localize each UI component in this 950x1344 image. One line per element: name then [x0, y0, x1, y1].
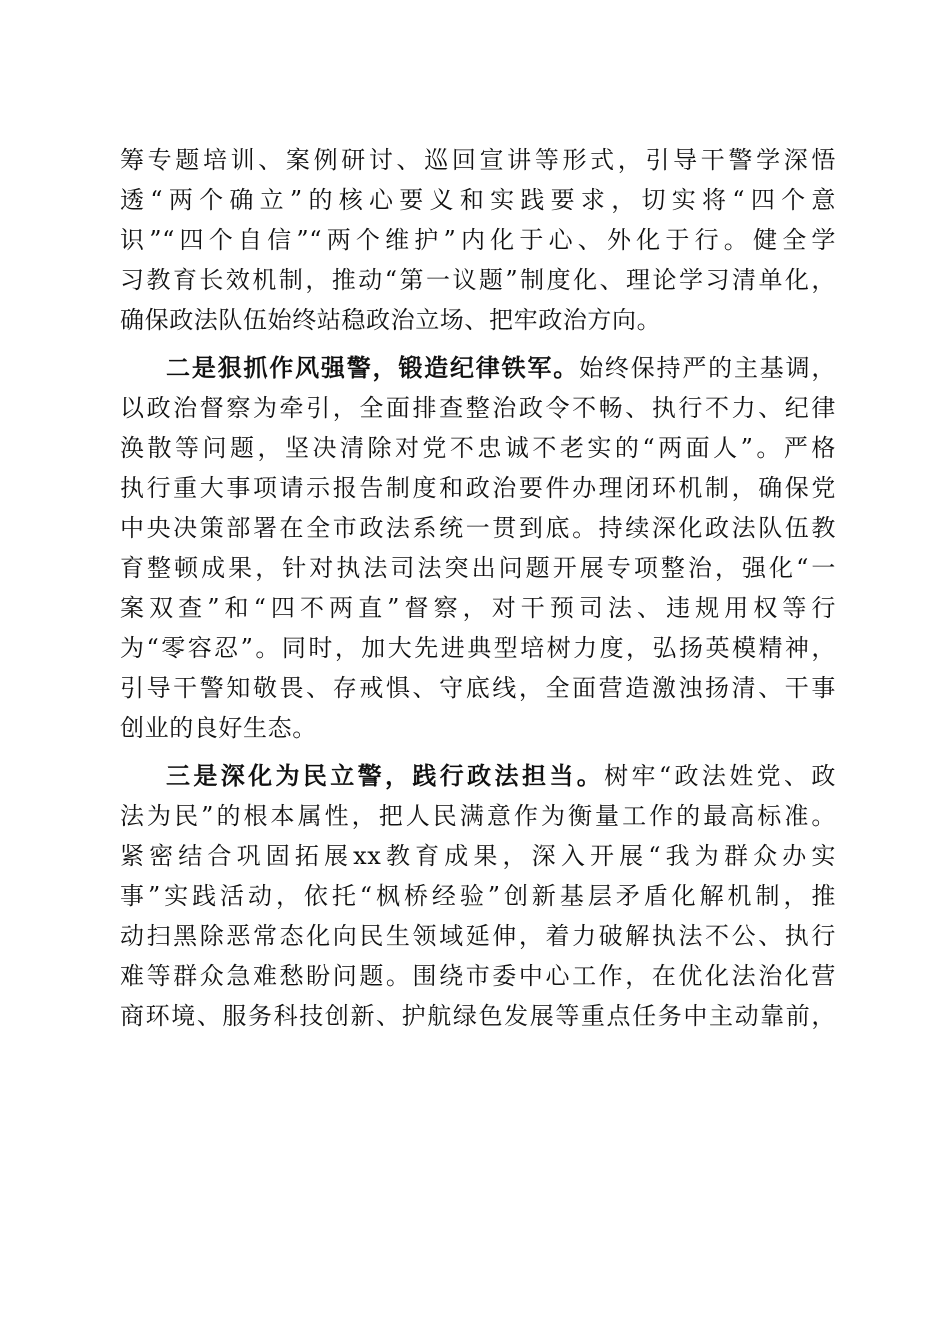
paragraph-2 — [120, 348, 836, 748]
paragraph-3 — [120, 756, 836, 1036]
text-line: 商环境、服务科技创新、护航绿色发展等重点任务中主动靠前， — [120, 1002, 836, 1030]
text-line — [120, 348, 836, 388]
paragraph-heading: 三是深化为民立警，践行政法担当。 — [166, 761, 605, 790]
text-line: 为“零容忍”。同时，加大先进典型培树力度，弘扬英模精神， — [120, 634, 836, 662]
text-line: 筹专题培训、案例研讨、巡回宣讲等形式，引导干警学深悟 — [120, 146, 836, 174]
text-segment: 始终保持严的主基调， — [579, 354, 837, 382]
text-line: 执行重大事项请示报告制度和政治要件办理闭环机制，确保党 — [120, 474, 836, 502]
text-line: 识”“四个自信”“两个维护”内化于心、外化于行。健全学 — [120, 226, 836, 254]
text-line: 创业的良好生态。 — [120, 714, 317, 742]
paragraph-1 — [120, 140, 836, 340]
paragraph-spacer — [120, 748, 836, 756]
text-line: 中央决策部署在全市政法系统一贯到底。持续深化政法队伍教 — [120, 514, 836, 542]
text-line: 法为民”的根本属性，把人民满意作为衡量工作的最高标准。 — [120, 802, 836, 830]
text-line: 透“两个确立”的核心要义和实践要求，切实将“四个意 — [120, 186, 836, 214]
text-line: 引导干警知敬畏、存戒惧、守底线，全面营造激浊扬清、干事 — [120, 674, 836, 702]
document-body — [120, 140, 836, 1036]
text-line: 育整顿成果，针对执法司法突出问题开展专项整治，强化“一 — [120, 554, 836, 582]
text-line: 案双查”和“四不两直”督察，对干预司法、违规用权等行 — [120, 594, 836, 622]
text-line: 动扫黑除恶常态化向民生领域延伸，着力破解执法不公、执行 — [120, 922, 836, 950]
text-line: 确保政法队伍始终站稳政治立场、把牢政治方向。 — [120, 306, 662, 334]
text-line — [120, 756, 836, 796]
text-line: 涣散等问题，坚决清除对党不忠诚不老实的“两面人”。严格 — [120, 434, 836, 462]
text-segment: 树牢“政法姓党、政 — [604, 762, 836, 790]
text-line: 难等群众急难愁盼问题。围绕市委中心工作，在优化法治化营 — [120, 962, 836, 990]
text-line: 事”实践活动，依托“枫桥经验”创新基层矛盾化解机制，推 — [120, 882, 836, 910]
text-line: 习教育长效机制，推动“第一议题”制度化、理论学习清单化， — [120, 266, 836, 294]
text-line: 以政治督察为牵引，全面排查整治政令不畅、执行不力、纪律 — [120, 394, 836, 422]
paragraph-spacer — [120, 340, 836, 348]
paragraph-heading: 二是狠抓作风强警，锻造纪律铁军。 — [166, 353, 580, 382]
text-line: 紧密结合巩固拓展xx教育成果，深入开展“我为群众办实 — [120, 842, 836, 870]
